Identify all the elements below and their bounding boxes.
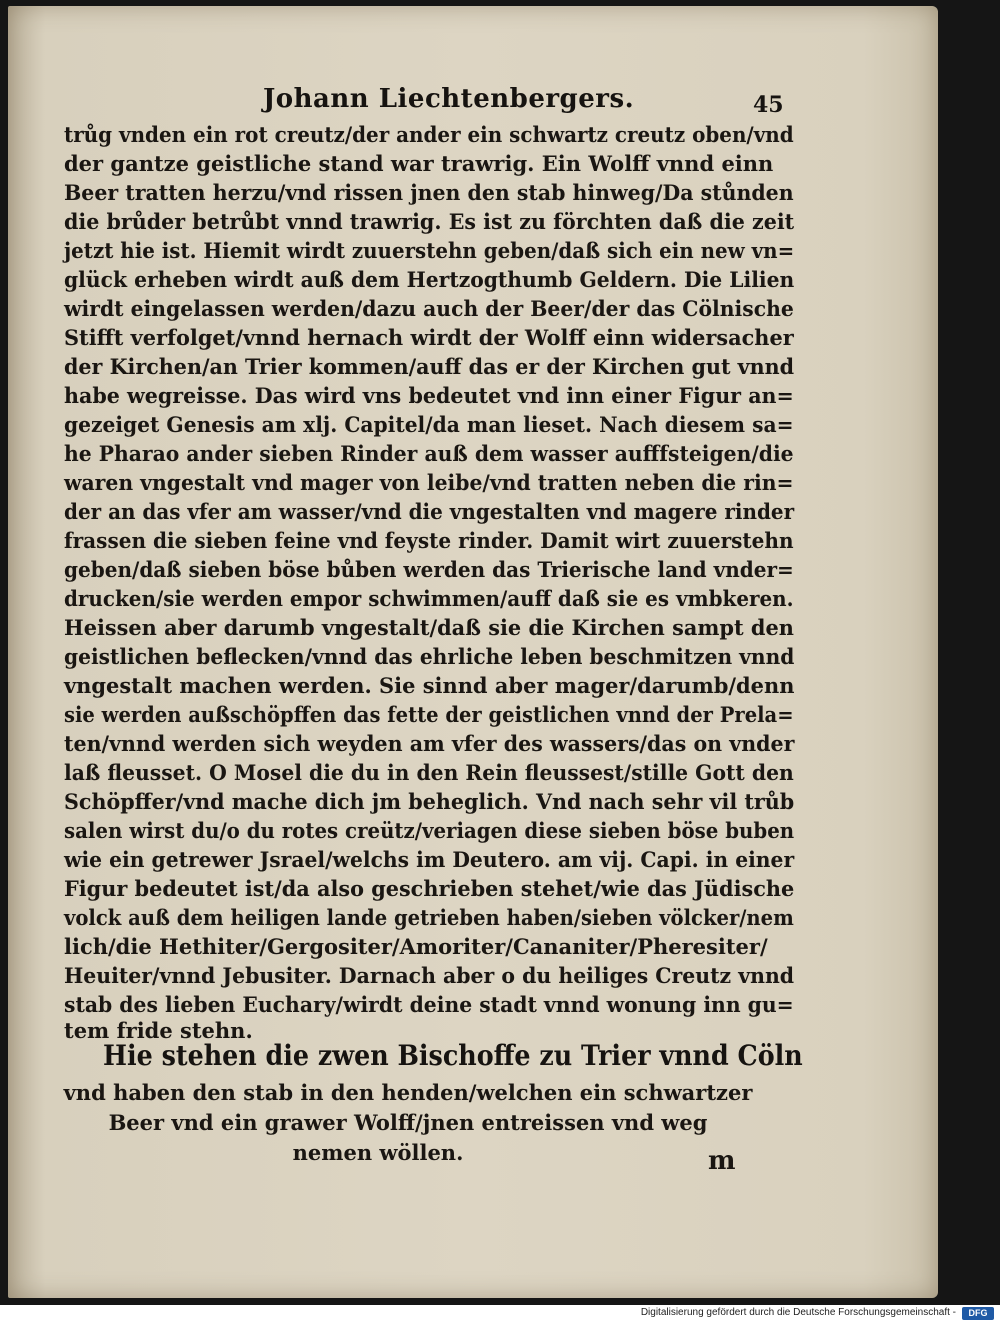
dfg-logo-icon: DFG: [962, 1307, 994, 1320]
text-line: der an das vfer am wasser/vnd die vngestalten vnd magere rinder: [64, 499, 795, 524]
text-line: sie werden außschöpffen das fette der geistlichen vnnd der Prela=: [64, 702, 794, 727]
text-line: geistlichen beflecken/vnnd das ehrliche leben beschmitzen vnnd: [64, 644, 795, 669]
page-number: 45: [753, 92, 784, 118]
text-line: he Pharao ander sieben Rinder auß dem wasser aufffsteigen/die: [64, 441, 794, 466]
signature-mark: m: [708, 1146, 736, 1176]
text-line: Figur bedeutet ist/da also geschrieben stehet/wie das Jüdische: [64, 876, 795, 901]
text-line: Schöpffer/vnd mache dich jm beheglich. Vnd nach sehr vil trůb: [64, 789, 795, 814]
text-line: wirdt eingelassen werden/dazu auch der Beer/der das Cölnische: [64, 296, 794, 321]
text-line: ten/vnnd werden sich weyden am vfer des wassers/das on vnder: [64, 731, 795, 756]
text-line: die brůder betrůbt vnnd trawrig. Es ist zu förchten daß die zeit: [64, 209, 795, 234]
text-line: drucken/sie werden empor schwimmen/auff daß sie es vmbkeren.: [64, 586, 794, 611]
text-line: tem fride stehn.: [64, 1018, 253, 1043]
text-line: glück erheben wirdt auß dem Hertzogthumb Geldern. Die Lilien: [64, 267, 795, 292]
running-head: Johann Liechtenbergers.: [263, 84, 635, 114]
text-line: Heuiter/vnnd Jebusiter. Darnach aber o du heiliges Creutz vnnd: [64, 963, 795, 988]
caption-line: vnd haben den stab in den henden/welchen ein schwartzer: [63, 1080, 753, 1105]
text-line: gezeiget Genesis am xlj. Capitel/da man lieset. Nach diesem sa=: [64, 412, 794, 437]
text-line: geben/daß sieben böse bůben werden das Trierische land vnder=: [64, 557, 794, 582]
text-line: salen wirst du/o du rotes creütz/veriagen diese sieben böse buben: [64, 818, 795, 843]
caption-line: Beer vnd ein grawer Wolff/jnen entreissen vnd weg: [108, 1110, 708, 1135]
text-line: frassen die sieben feine vnd feyste rinder. Damit wirt zuuerstehn: [64, 528, 794, 553]
text-line: stab des lieben Euchary/wirdt deine stadt vnnd wonung inn gu=: [64, 992, 794, 1017]
text-line: wie ein getrewer Jsrael/welchs im Deutero. am vij. Capi. in einer: [64, 847, 795, 872]
text-line: Heissen aber darumb vngestalt/daß sie die Kirchen sampt den: [64, 615, 794, 640]
text-line: vngestalt machen werden. Sie sinnd aber mager/darumb/denn: [64, 673, 795, 698]
text-line: trůg vnden ein rot creutz/der ander ein schwartz creutz oben/vnd: [64, 122, 794, 147]
text-line: Beer tratten herzu/vnd rissen jnen den stab hinweg/Da stůnden: [64, 180, 794, 205]
book-page: [8, 6, 938, 1298]
text-line: lich/die Hethiter/Gergositer/Amoriter/Cananiter/Pheresiter/: [64, 934, 768, 959]
section-heading: Hie stehen die zwen Bischoffe zu Trier vnnd Cöln: [103, 1039, 803, 1072]
text-line: der gantze geistliche stand war trawrig. Ein Wolff vnnd einn: [64, 151, 774, 176]
text-line: habe wegreisse. Das wird vns bedeutet vnd inn einer Figur an=: [64, 383, 794, 408]
text-line: der Kirchen/an Trier kommen/auff das er der Kirchen gut vnnd: [64, 354, 795, 379]
text-line: waren vngestalt vnd mager von leibe/vnd tratten neben die rin=: [64, 470, 794, 495]
text-line: volck auß dem heiligen lande getrieben haben/sieben völcker/nem: [64, 905, 794, 930]
text-line: jetzt hie ist. Hiemit wirdt zuuerstehn geben/daß sich ein new vn=: [64, 238, 795, 263]
text-line: Stifft verfolget/vnnd hernach wirdt der Wolff einn widersacher: [64, 325, 794, 350]
funding-credit: Digitalisierung gefördert durch die Deutsche Forschungsgemeinschaft -: [640, 1307, 956, 1318]
text-line: laß fleusset. O Mosel die du in den Rein fleussest/stille Gott den: [64, 760, 794, 785]
caption-line: nemen wöllen.: [292, 1140, 464, 1165]
